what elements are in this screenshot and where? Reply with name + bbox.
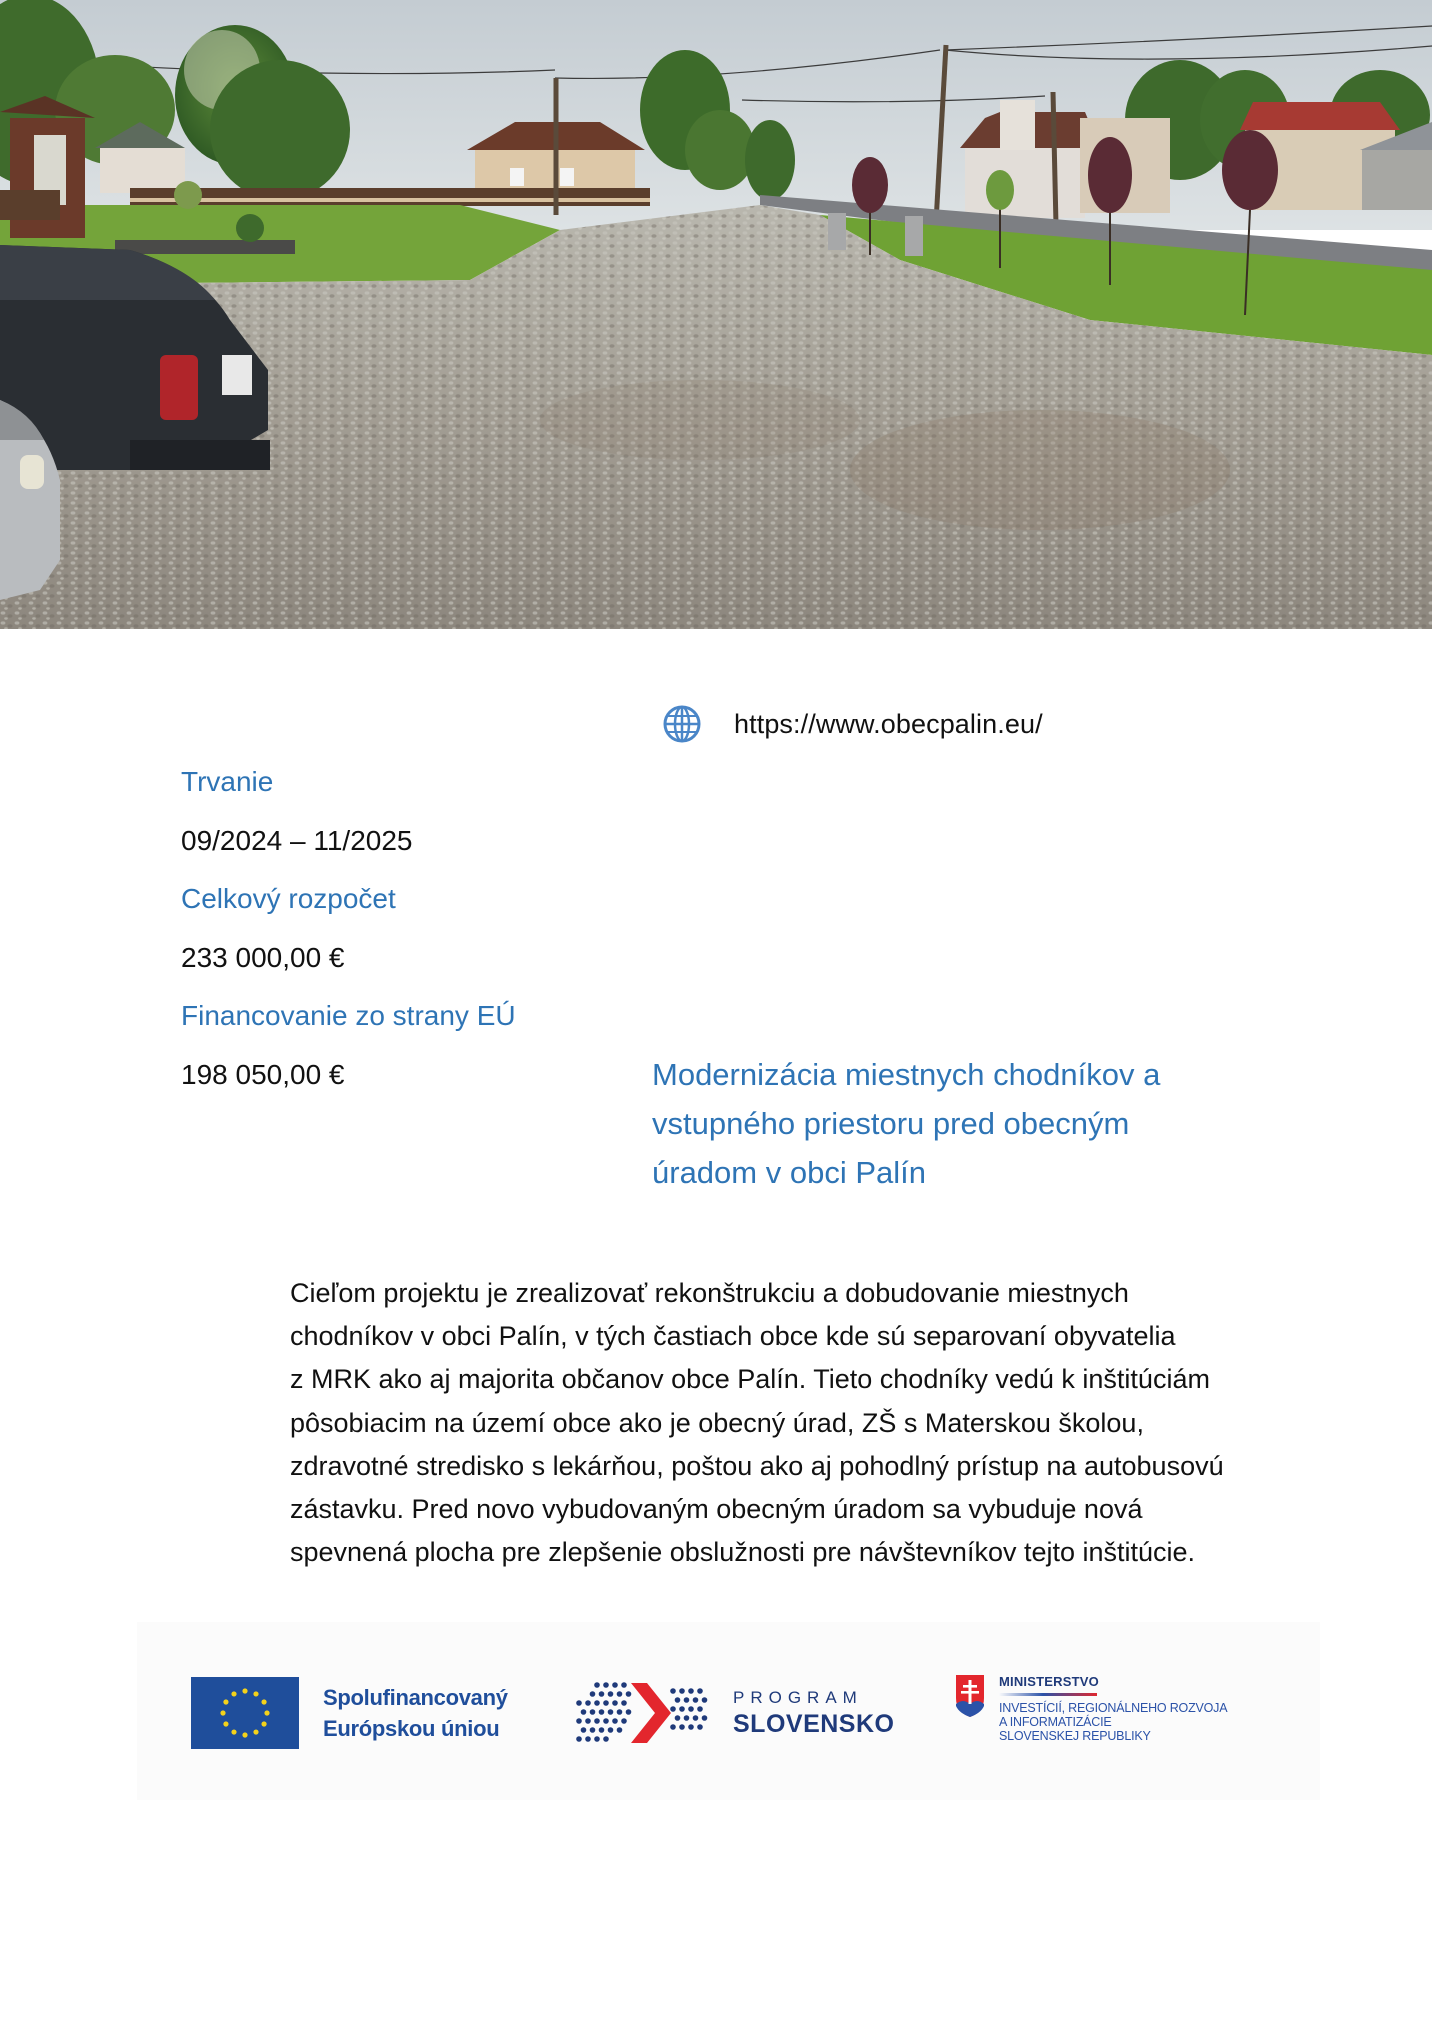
eu-logo-line1: Spolufinancovaný bbox=[323, 1685, 508, 1710]
program-dot-icon bbox=[693, 1715, 699, 1721]
ministry-logo-line2: INVESTÍCIÍ, REGIONÁLNEHO ROZVOJA bbox=[999, 1701, 1228, 1715]
description-line: zdravotné stredisko s lekárňou, poštou ako aj pohodlný prístup na autobusovú bbox=[290, 1450, 1224, 1481]
description-line: zástavku. Pred novo vybudovaným obecným úradom sa vybuduje nová bbox=[290, 1494, 1143, 1525]
funding-logos-band bbox=[137, 1622, 1320, 1800]
eu-flag-icon bbox=[191, 1677, 299, 1749]
program-dot-icon bbox=[599, 1691, 605, 1697]
website-link[interactable]: https://www.obecpalin.eu/ bbox=[734, 708, 1043, 739]
program-dot-icon bbox=[688, 1724, 694, 1730]
program-dot-icon bbox=[590, 1727, 596, 1733]
program-dot-icon bbox=[621, 1718, 627, 1724]
program-dot-icon bbox=[679, 1706, 685, 1712]
program-dot-icon bbox=[594, 1682, 600, 1688]
eu-logo-line2: Európskou úniou bbox=[323, 1716, 500, 1741]
eu-star-icon bbox=[220, 1710, 225, 1715]
program-dot-icon bbox=[608, 1709, 614, 1715]
program-dot-icon bbox=[617, 1709, 623, 1715]
program-dot-icon bbox=[697, 1724, 703, 1730]
eu-star-icon bbox=[253, 1729, 258, 1734]
program-dot-icon bbox=[581, 1709, 587, 1715]
globe-icon bbox=[662, 704, 702, 744]
program-dot-icon bbox=[608, 1727, 614, 1733]
project-title-line: vstupného priestoru pred obecným bbox=[652, 1106, 1130, 1141]
program-dot-icon bbox=[617, 1691, 623, 1697]
program-logo-line2: SLOVENSKO bbox=[733, 1710, 895, 1738]
program-dot-icon bbox=[697, 1688, 703, 1694]
program-dot-icon bbox=[599, 1727, 605, 1733]
description-line: pôsobiacim na území obce ako je obecný úrad, ZŠ s Materskou školou, bbox=[290, 1407, 1144, 1438]
project-description bbox=[290, 1272, 1330, 1574]
ministry-logo-line3: A INFORMATIZÁCIE bbox=[999, 1715, 1112, 1729]
program-logo-line1: PROGRAM bbox=[733, 1688, 863, 1707]
description-line: chodníkov v obci Palín, v tých častiach obce kde sú separovaní obyvatelia bbox=[290, 1321, 1176, 1352]
program-dot-icon bbox=[621, 1682, 627, 1688]
utility-box bbox=[828, 213, 846, 250]
duration-label: Trvanie bbox=[181, 766, 274, 797]
program-dot-icon bbox=[670, 1724, 676, 1730]
program-dot-icon bbox=[594, 1736, 600, 1742]
ministry-logo bbox=[955, 1674, 1227, 1743]
ministry-logo-line4: SLOVENSKEJ REPUBLIKY bbox=[999, 1729, 1151, 1743]
program-dot-icon bbox=[693, 1697, 699, 1703]
eu-star-icon bbox=[261, 1721, 266, 1726]
program-dot-icon bbox=[621, 1700, 627, 1706]
eu-star-icon bbox=[231, 1691, 236, 1696]
program-dot-icon bbox=[608, 1691, 614, 1697]
village-square-photo bbox=[0, 0, 1432, 629]
program-dot-icon bbox=[688, 1688, 694, 1694]
program-slovensko-logo bbox=[573, 1677, 894, 1749]
project-title-line: Modernizácia miestnych chodníkov a bbox=[652, 1057, 1161, 1092]
program-dot-icon bbox=[585, 1700, 591, 1706]
program-dot-icon bbox=[594, 1700, 600, 1706]
program-dot-icon bbox=[599, 1709, 605, 1715]
program-dot-icon bbox=[612, 1700, 618, 1706]
program-dot-icon bbox=[702, 1697, 708, 1703]
program-dot-icon bbox=[576, 1700, 582, 1706]
header-photo bbox=[0, 0, 1432, 629]
eu-star-icon bbox=[253, 1691, 258, 1696]
program-dot-icon bbox=[675, 1715, 681, 1721]
program-dot-icon bbox=[670, 1706, 676, 1712]
program-dot-icon bbox=[603, 1682, 609, 1688]
project-info bbox=[181, 757, 621, 1108]
description-line: z MRK ako aj majorita občanov obce Palín. Tieto chodníky vedú k inštitúciám bbox=[290, 1364, 1210, 1395]
program-dot-icon bbox=[702, 1715, 708, 1721]
description-line: Cieľom projektu je zrealizovať rekonštrukciu a dobudovanie miestnych bbox=[290, 1278, 1129, 1308]
eu-star-icon bbox=[223, 1721, 228, 1726]
program-dot-icon bbox=[603, 1718, 609, 1724]
program-dot-icon bbox=[688, 1706, 694, 1712]
program-dot-icon bbox=[603, 1736, 609, 1742]
budget-value: 233 000,00 € bbox=[181, 941, 345, 973]
project-title bbox=[652, 1050, 1272, 1197]
program-dot-icon bbox=[581, 1727, 587, 1733]
program-dot-icon bbox=[670, 1688, 676, 1694]
program-dot-icon bbox=[603, 1700, 609, 1706]
program-dot-icon bbox=[679, 1688, 685, 1694]
eu-star-icon bbox=[264, 1710, 269, 1715]
eu-funding-label: Financovanie zo strany EÚ bbox=[181, 1000, 516, 1031]
program-dot-icon bbox=[675, 1697, 681, 1703]
fence bbox=[130, 188, 650, 206]
description-line: spevnená plocha pre zlepšenie obslužnosti pre návštevníkov tejto inštitúcie. bbox=[290, 1537, 1196, 1568]
slovak-coat-of-arms-icon bbox=[955, 1674, 985, 1718]
program-dot-icon bbox=[590, 1709, 596, 1715]
program-dot-icon bbox=[612, 1718, 618, 1724]
website-row bbox=[662, 704, 1043, 744]
duration-value: 09/2024 – 11/2025 bbox=[181, 824, 413, 856]
eu-funding-value: 198 050,00 € bbox=[181, 1058, 345, 1090]
program-dot-icon bbox=[697, 1706, 703, 1712]
eu-star-icon bbox=[231, 1729, 236, 1734]
program-dot-icon bbox=[626, 1709, 632, 1715]
budget-label: Celkový rozpočet bbox=[181, 883, 396, 914]
program-dot-icon bbox=[617, 1727, 623, 1733]
stone-border bbox=[115, 240, 295, 254]
eu-star-icon bbox=[242, 1732, 247, 1737]
program-dot-icon bbox=[576, 1718, 582, 1724]
eu-star-icon bbox=[242, 1688, 247, 1693]
eu-cofunded-logo bbox=[191, 1677, 508, 1749]
program-slovensko-mark-icon bbox=[573, 1677, 715, 1749]
program-dot-icon bbox=[585, 1736, 591, 1742]
program-dot-icon bbox=[585, 1718, 591, 1724]
program-dot-icon bbox=[684, 1697, 690, 1703]
program-dot-icon bbox=[626, 1691, 632, 1697]
eu-star-icon bbox=[223, 1699, 228, 1704]
program-dot-icon bbox=[684, 1715, 690, 1721]
eu-star-icon bbox=[261, 1699, 266, 1704]
program-dot-icon bbox=[590, 1691, 596, 1697]
program-dot-icon bbox=[612, 1682, 618, 1688]
program-dot-icon bbox=[594, 1718, 600, 1724]
project-title-line: úradom v obci Palín bbox=[652, 1155, 926, 1190]
program-dot-icon bbox=[576, 1736, 582, 1742]
ministry-logo-line1: MINISTERSTVO bbox=[999, 1674, 1097, 1696]
program-dot-icon bbox=[679, 1724, 685, 1730]
